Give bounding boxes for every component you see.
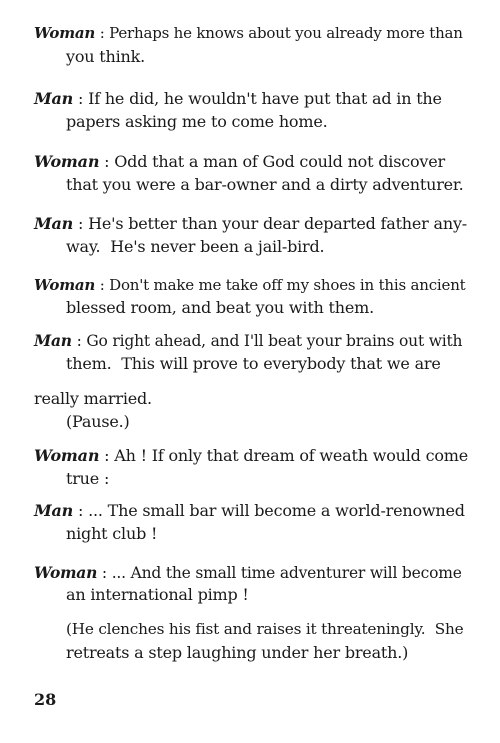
dialogue-continuation: an international pimp ! [66, 585, 249, 604]
speaker-name: Woman [34, 563, 98, 582]
dialogue-text: He's better than your dear departed father any- [88, 214, 467, 233]
dialogue-line [34, 214, 467, 233]
dialogue-text: Go right ahead, and I'll beat your brains out with [86, 332, 463, 350]
dialogue-continuation: blessed room, and beat you with them. [66, 298, 374, 317]
speaker-name: Woman [34, 276, 96, 294]
dialogue-continuation: true : [66, 469, 110, 488]
speaker-separator: : [99, 446, 115, 465]
dialogue-line [34, 276, 465, 294]
dialogue-line [34, 563, 462, 582]
dialogue-line [34, 152, 445, 171]
speaker-name: Woman [34, 24, 96, 42]
dialogue-continuation: papers asking me to come home. [66, 112, 328, 131]
speaker-name: Woman [34, 446, 100, 465]
dialogue-line [34, 331, 462, 350]
speaker-separator: : [71, 332, 87, 350]
dialogue-line [34, 501, 465, 520]
dialogue-continuation: way. He's never been a jail-bird. [66, 237, 325, 256]
page-number: 28 [34, 690, 57, 709]
stage-direction: retreats a step laughing under her breath.) [66, 643, 409, 662]
speaker-separator: : [99, 152, 115, 171]
dialogue-text: If he did, he wouldn't have put that ad in the [88, 89, 442, 108]
dialogue-text: ... The small bar will become a world-renowned [88, 501, 465, 520]
dialogue-text: Odd that a man of God could not discover [114, 152, 445, 171]
speaker-separator: : [95, 24, 110, 42]
dialogue-line [34, 24, 463, 42]
dialogue-text: Perhaps he knows about you already more than [109, 24, 463, 42]
dialogue-text: Don't make me take off my shoes in this ancient [109, 276, 466, 294]
speaker-name: Man [34, 89, 74, 108]
dialogue-continuation: you think. [66, 47, 146, 66]
dialogue-continuation: night club ! [66, 524, 158, 543]
speaker-separator: : [73, 501, 89, 520]
speaker-name: Woman [34, 152, 100, 171]
speaker-separator: : [97, 564, 112, 582]
dialogue-line [34, 446, 468, 465]
speaker-separator: : [73, 89, 89, 108]
dialogue-continuation: really married. [34, 389, 152, 408]
dialogue-line [34, 89, 442, 108]
speaker-separator: : [95, 276, 110, 294]
stage-direction: (Pause.) [66, 412, 130, 431]
speaker-name: Man [34, 331, 72, 350]
speaker-separator: : [73, 214, 89, 233]
dialogue-continuation: them. This will prove to everybody that we are [66, 354, 441, 373]
speaker-name: Man [34, 214, 74, 233]
dialogue-text: Ah ! If only that dream of weath would come [114, 446, 469, 465]
dialogue-continuation: that you were a bar-owner and a dirty adventurer. [66, 175, 464, 194]
stage-direction: (He clenches his fist and raises it threateningly. She [66, 620, 464, 638]
dialogue-text: ... And the small time adventurer will become [111, 564, 462, 582]
speaker-name: Man [34, 501, 74, 520]
